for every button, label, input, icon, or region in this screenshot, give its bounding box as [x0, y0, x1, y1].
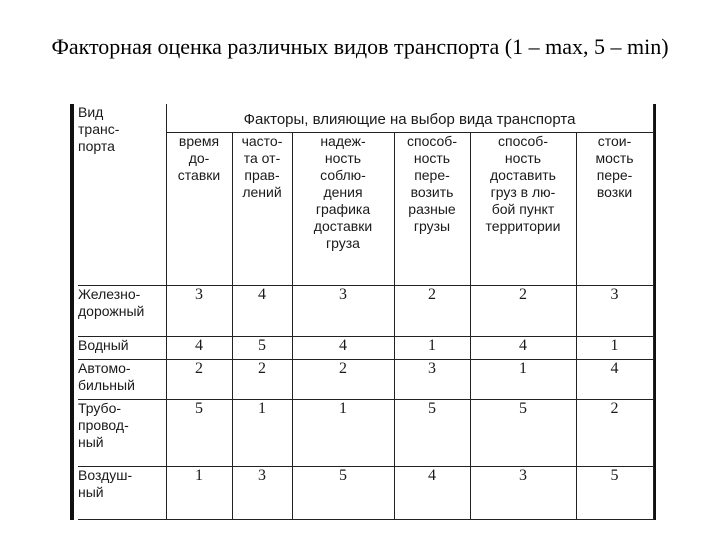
score-cell: 1	[292, 400, 394, 466]
transport-type-label: Железно- дорожный	[78, 286, 166, 337]
score-cell: 5	[394, 400, 470, 466]
table-row	[78, 466, 653, 519]
score-cell: 4	[576, 360, 653, 400]
table-row	[78, 337, 653, 360]
transport-type-label: Воздуш- ный	[78, 466, 166, 519]
factors-group-header: Факторы, влияющие на выбор вида транспорта	[166, 104, 653, 133]
slide-title: Факторная оценка различных видов транспорта (1 – max, 5 – min)	[51, 34, 669, 59]
score-cell: 5	[232, 337, 292, 360]
score-cell: 3	[394, 360, 470, 400]
transport-type-label: Трубо- провод- ный	[78, 400, 166, 466]
transport-type-header: Вид транс- порта	[78, 104, 166, 286]
score-cell: 3	[292, 286, 394, 337]
score-cell: 5	[166, 400, 232, 466]
score-cell: 2	[470, 286, 576, 337]
score-cell: 2	[232, 360, 292, 400]
score-cell: 5	[470, 400, 576, 466]
score-cell: 1	[166, 466, 232, 519]
factor-header: способ- ность пере- возить разные грузы	[394, 133, 470, 286]
score-cell: 1	[232, 400, 292, 466]
transport-type-label: Водный	[78, 337, 166, 360]
score-cell: 2	[576, 400, 653, 466]
score-cell: 3	[166, 286, 232, 337]
score-cell: 4	[292, 337, 394, 360]
score-cell: 3	[232, 466, 292, 519]
factor-header: способ- ность доставить груз в лю- бой пункт территории	[470, 133, 576, 286]
score-cell: 4	[166, 337, 232, 360]
table-row	[78, 360, 653, 400]
score-cell: 2	[166, 360, 232, 400]
factor-header: часто- та от- прав- лений	[232, 133, 292, 286]
factor-header: стои- мость пере- возки	[576, 133, 653, 286]
score-cell: 1	[394, 337, 470, 360]
score-cell: 4	[470, 337, 576, 360]
factor-table-image	[70, 104, 656, 520]
score-cell: 4	[232, 286, 292, 337]
score-cell: 2	[292, 360, 394, 400]
factor-header: надеж- ность соблю- дения графика доставки груза	[292, 133, 394, 286]
table-left-border	[70, 104, 74, 520]
score-cell: 3	[576, 286, 653, 337]
factor-table	[78, 104, 654, 520]
score-cell: 2	[394, 286, 470, 337]
score-cell: 5	[576, 466, 653, 519]
table-row	[78, 400, 653, 466]
score-cell: 3	[470, 466, 576, 519]
transport-type-label: Автомо- бильный	[78, 360, 166, 400]
score-cell: 4	[394, 466, 470, 519]
factor-header: время до- ставки	[166, 133, 232, 286]
score-cell: 5	[292, 466, 394, 519]
table-row	[78, 286, 653, 337]
score-cell: 1	[576, 337, 653, 360]
score-cell: 1	[470, 360, 576, 400]
